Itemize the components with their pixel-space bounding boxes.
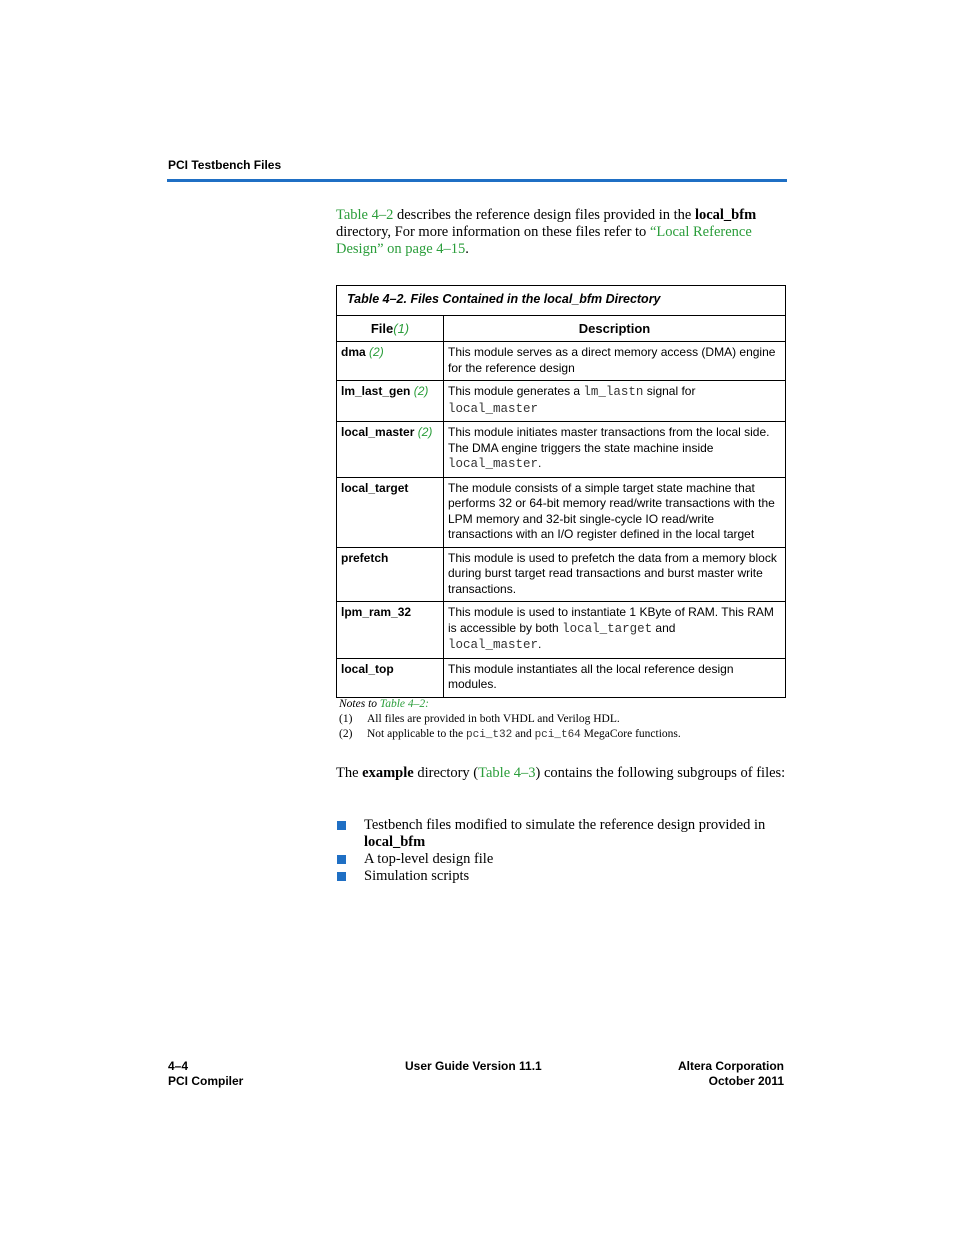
notes-title-text: Notes to <box>339 698 380 710</box>
footer-center: User Guide Version 11.1 <box>405 1059 542 1073</box>
table-4-2-link[interactable]: Table 4–2 <box>336 207 394 223</box>
table-row <box>337 658 786 697</box>
subgroup-list <box>336 817 786 885</box>
notes-table-link[interactable]: Table 4–2: <box>379 698 429 710</box>
note-text-part: Not applicable to the <box>367 728 466 740</box>
description-cell <box>444 381 786 422</box>
note-text <box>367 727 681 743</box>
footer-left <box>168 1059 243 1089</box>
local-reference-design-link[interactable]: “Local Reference Design” on page 4–15 <box>336 224 752 257</box>
file-cell: lpm_ram_32 <box>337 602 444 659</box>
note-number: (1) <box>339 713 353 725</box>
description-cell: This module serves as a direct memory access (DMA) engine for the reference design <box>444 342 786 381</box>
file-cell <box>337 422 444 478</box>
table-row <box>337 342 786 381</box>
product-name: PCI Compiler <box>168 1074 244 1088</box>
note-ref[interactable]: (2) <box>413 384 429 398</box>
code-text: local_master <box>448 638 539 652</box>
list-item <box>336 851 786 868</box>
intro-text: directory, For more information on these files refer to <box>336 224 650 240</box>
example-paragraph <box>336 765 786 782</box>
para-bold: example <box>362 765 414 781</box>
description-cell <box>444 422 786 478</box>
para-text: ) contains the following subgroups of files: <box>535 765 786 781</box>
list-item-text: Simulation scripts <box>364 868 470 884</box>
file-cell: local_target <box>337 477 444 547</box>
column-header-file <box>337 315 444 342</box>
list-item-text: Testbench files modified to simulate the reference design provided in <box>364 817 766 833</box>
table-row <box>337 422 786 478</box>
code-text: local_master <box>448 401 539 416</box>
code-text: pci_t64 <box>534 729 581 741</box>
code-text: pci_t32 <box>466 729 513 741</box>
intro-text: describes the reference design files provided in the <box>393 207 695 223</box>
page-number: 4–4 <box>168 1059 189 1073</box>
table-caption: Table 4–2. Files Contained in the local_bfm Directory <box>337 286 786 316</box>
publication-date: October 2011 <box>708 1074 784 1088</box>
list-item <box>336 868 786 885</box>
column-header-file-label: File <box>370 320 394 336</box>
table-row <box>337 602 786 659</box>
note-ref[interactable]: (2) <box>417 425 433 439</box>
desc-text: and <box>652 620 676 635</box>
code-text: local_target <box>562 621 653 636</box>
table-row <box>337 547 786 602</box>
file-name: lm_last_gen <box>341 384 411 398</box>
para-text: directory ( <box>413 765 479 781</box>
code-text: lm_lastn <box>583 385 644 399</box>
list-item <box>336 817 786 851</box>
note-text-part: MegaCore functions. <box>580 728 681 740</box>
note-text-part: and <box>512 728 535 740</box>
file-cell <box>337 381 444 422</box>
file-cell <box>337 342 444 381</box>
code-text: local_master <box>448 457 539 471</box>
file-name: local_master <box>341 425 415 439</box>
company-name: Altera Corporation <box>677 1059 784 1073</box>
intro-paragraph <box>336 207 786 258</box>
note-number: (2) <box>339 728 353 740</box>
square-bullet-icon <box>337 855 346 864</box>
notes-title <box>339 697 789 712</box>
list-item-bold: local_bfm <box>364 834 426 850</box>
desc-text: This module initiates master transactions from the local side. The DMA engine triggers the state machine inside <box>448 425 770 455</box>
note-ref[interactable]: (2) <box>369 345 384 359</box>
intro-text: . <box>465 241 469 257</box>
square-bullet-icon <box>337 872 346 881</box>
file-name: dma <box>341 345 366 359</box>
note-2 <box>339 727 789 743</box>
header-rule <box>167 179 787 182</box>
description-cell: This module is used to prefetch the data from a memory block during burst target read transactions and burst master write transactions. <box>444 547 786 602</box>
description-cell <box>444 602 786 659</box>
column-header-description: Description <box>444 315 786 342</box>
desc-text: . <box>538 637 542 651</box>
desc-text: . <box>538 456 542 470</box>
running-header: PCI Testbench Files <box>168 158 282 172</box>
intro-bold: local_bfm <box>694 207 757 223</box>
note-text: All files are provided in both VHDL and Verilog HDL. <box>367 713 620 725</box>
files-table <box>336 285 786 698</box>
square-bullet-icon <box>337 821 346 830</box>
table-row <box>337 477 786 547</box>
desc-text: This module is used to instantiate 1 KByte of RAM. This RAM is accessible by both <box>448 605 774 635</box>
footer-right <box>620 1059 784 1089</box>
para-text: The <box>336 765 363 781</box>
desc-text: signal for <box>643 384 696 398</box>
list-item-text: A top-level design file <box>364 851 494 867</box>
table-row <box>337 381 786 422</box>
description-cell: This module instantiates all the local reference design modules. <box>444 658 786 697</box>
note-ref[interactable]: (1) <box>393 320 410 336</box>
file-cell: local_top <box>337 658 444 697</box>
file-cell: prefetch <box>337 547 444 602</box>
note-1 <box>339 712 789 727</box>
description-cell: The module consists of a simple target state machine that performs 32 or 64-bit memory read/write transactions with the LPM memory and 32-bit single-cycle IO read/write transactions with an I/O register defined in the local target <box>444 477 786 547</box>
table-notes <box>339 697 789 743</box>
desc-text: This module generates a <box>448 384 584 398</box>
table-4-3-link[interactable]: Table 4–3 <box>478 765 536 781</box>
